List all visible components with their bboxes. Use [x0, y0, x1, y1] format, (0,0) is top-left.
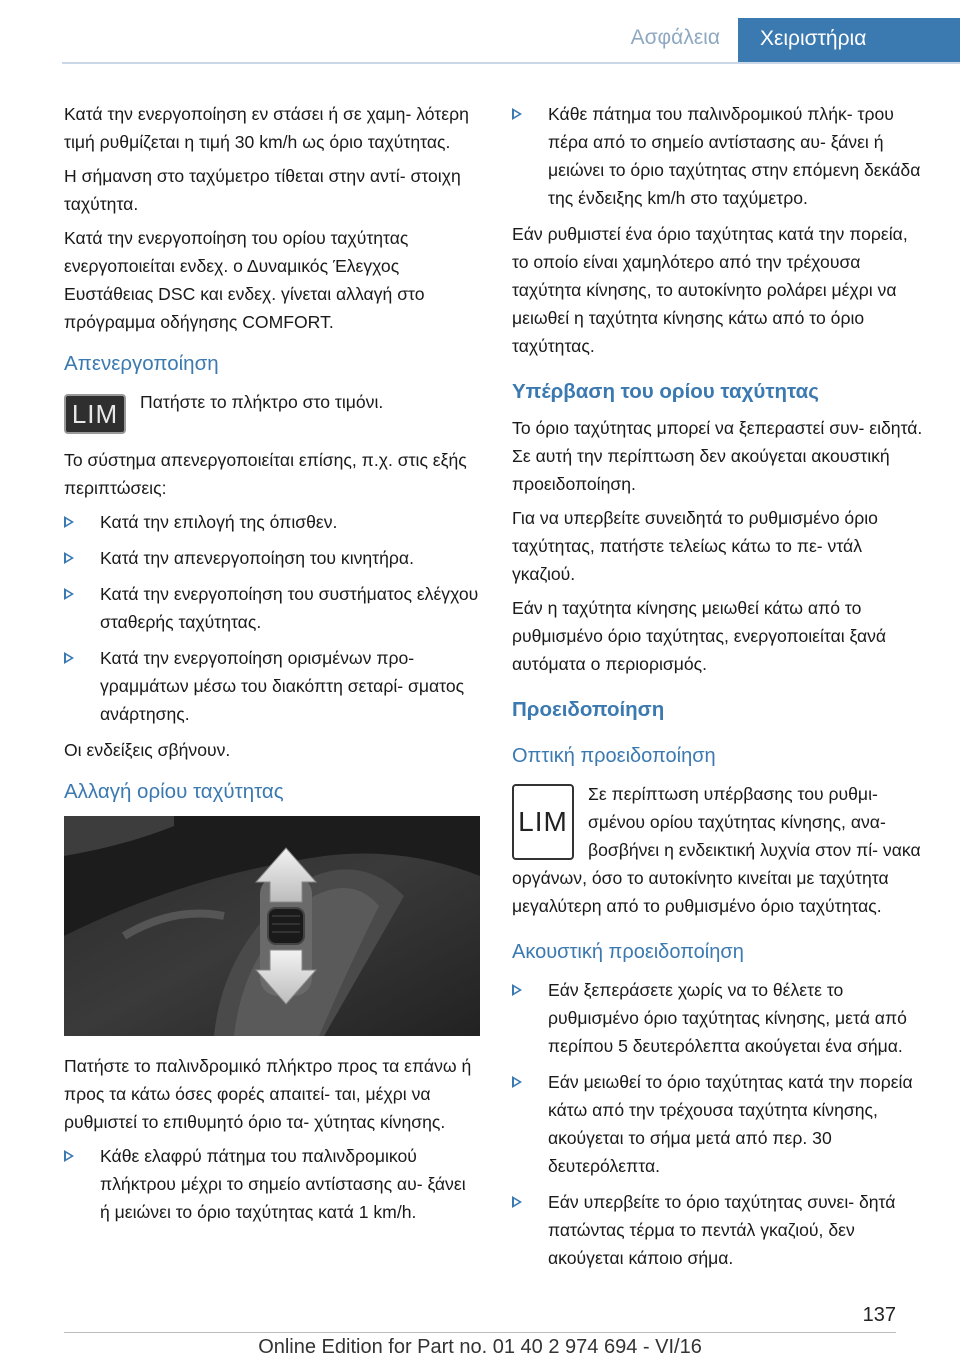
heading-warning: Προειδοποίηση	[512, 698, 665, 721]
triangle-bullet-icon	[64, 652, 74, 664]
triangle-bullet-icon	[512, 1196, 522, 1208]
list-item: Εάν μειωθεί το όριο ταχύτητας κατά την πορεία κάτω από την τρέχουσα ταχύτητα κίνησης, ακούγεται το σήμα μετά από περ. 30 δευτερόλεπτα.	[512, 1068, 928, 1180]
heading-exceed-limit: Υπέρβαση του ορίου ταχύτητας	[512, 380, 819, 403]
tab-controls[interactable]: Χειριστήρια	[738, 18, 960, 62]
paragraph: Κατά την ενεργοποίηση εν στάσει ή σε χαμη- λότερη τιμή ρυθμίζεται η τιμή 30 km/h ως όριο ταχύτητας.	[64, 104, 469, 152]
footer-rule	[64, 1332, 896, 1333]
page-number: 137	[862, 1304, 896, 1326]
heading-acoustic-warning: Ακουστική προειδοποίηση	[512, 941, 744, 963]
page-footer	[0, 1290, 960, 1362]
heading-visual-warning: Οπτική προειδοποίηση	[512, 745, 716, 767]
edition-text: Online Edition for Part no. 01 40 2 974 694 - VI/16	[258, 1336, 702, 1358]
list-item: Κατά την απενεργοποίηση του κινητήρα.	[64, 544, 480, 572]
triangle-bullet-icon	[512, 984, 522, 996]
paragraph: Κατά την ενεργοποίηση του ορίου ταχύτητας ενεργοποιείται ενδεχ. ο Δυναμικός Έλεγχος Ευστάθειας DSC και ενδεχ. γίνεται αλλαγή στο πρόγραμμα οδήγησης COMFORT.	[64, 228, 425, 332]
list-item: Κατά την ενεργοποίηση του συστήματος ελέγχου σταθερής ταχύτητας.	[64, 580, 480, 636]
adjust-list-continued	[512, 100, 928, 212]
lim-indicator-icon: LIM	[512, 784, 574, 860]
left-column	[64, 100, 480, 1234]
right-column	[512, 100, 928, 1280]
steering-wheel-rocker-photo	[64, 816, 480, 1036]
lim-button-row	[64, 388, 480, 436]
triangle-bullet-icon	[64, 516, 74, 528]
triangle-bullet-icon	[64, 552, 74, 564]
triangle-bullet-icon	[512, 1076, 522, 1088]
press-button-text: Πατήστε το πλήκτρο στο τιμόνι.	[140, 392, 384, 412]
list-item: Κατά την ενεργοποίηση ορισμένων προ- γραμμάτων μέσω του διακόπτη σεταρί- σματος ανάρτησης.	[64, 644, 480, 728]
heading-deactivation: Απενεργοποίηση	[64, 352, 219, 375]
paragraph: Το όριο ταχύτητας μπορεί να ξεπεραστεί συν- ειδητά. Σε αυτή την περίπτωση δεν ακούγεται ακουστική προειδοποίηση.	[512, 418, 923, 494]
visual-warning-text: Σε περίπτωση υπέρβασης του ρυθμι- σμένου ορίου ταχύτητας κίνησης, ανα- βοσβήνει η ενδεικτική λυχνία στον πί- νακα οργάνων, όσο το αυτοκίνητο κινείται με ταχύτητα μεγαλύτερη από το ρυθμισμένο όριο ταχύτητας.	[512, 784, 921, 916]
paragraph: Εάν ρυθμιστεί ένα όριο ταχύτητας κατά την πορεία, το οποίο είναι χαμηλότερο από την τρέχουσα ταχύτητα κίνησης, το αυτοκίνητο ρολάρει μέχρι να μειωθεί η ταχύτητα κίνησης κάτω από το όριο ταχύτητας.	[512, 224, 908, 356]
tab-safety[interactable]: Ασφάλεια	[630, 26, 720, 49]
paragraph: Εάν η ταχύτητα κίνησης μειωθεί κάτω από το ρυθμισμένο όριο ταχύτητας, ενεργοποιείται ξανά αυτόματα ο περιορισμός.	[512, 598, 887, 674]
list-item: Κάθε πάτημα του παλινδρομικού πλήκ- τρου πέρα από το σημείο αντίστασης αυ- ξάνει ή μειώνει το όριο ταχύτητας στην επόμενη δεκάδα της ένδειξης km/h στο ταχύμετρο.	[512, 100, 928, 212]
paragraph: Πατήστε το παλινδρομικό πλήκτρο προς τα επάνω ή προς τα κάτω όσες φορές απαιτεί- ται, μέχρι να ρυθμιστεί το επιθυμητό όριο τα- χύτητας κίνησης.	[64, 1056, 472, 1132]
list-item: Εάν ξεπεράσετε χωρίς να το θέλετε το ρυθμισμένο όριο ταχύτητας κίνησης, μετά από περίπου 5 δευτερόλεπτα ακούγεται ένα σήμα.	[512, 976, 928, 1060]
heading-change-limit: Αλλαγή ορίου ταχύτητας	[64, 780, 284, 803]
paragraph: Η σήμανση στο ταχύμετρο τίθεται στην αντί- στοιχη ταχύτητα.	[64, 166, 461, 214]
acoustic-list	[512, 976, 928, 1272]
lim-indicator-row	[512, 780, 928, 920]
list-item: Εάν υπερβείτε το όριο ταχύτητας συνει- δητά πατώντας τέρμα το πεντάλ γκαζιού, δεν ακούγεται κάποιο σήμα.	[512, 1188, 928, 1272]
paragraph: Για να υπερβείτε συνειδητά το ρυθμισμένο όριο ταχύτητας, πατήστε τελείως κάτω το πε- ντάλ γκαζιού.	[512, 508, 878, 584]
adjust-list	[64, 1142, 480, 1226]
list-item: Κάθε ελαφρύ πάτημα του παλινδρομικού πλήκτρου μέχρι το σημείο αντίστασης αυ- ξάνει ή μειώνει το όριο ταχύτητας κατά 1 km/h.	[64, 1142, 480, 1226]
page-header	[0, 0, 960, 62]
lim-button-icon: LIM	[64, 394, 126, 434]
triangle-bullet-icon	[64, 588, 74, 600]
list-item: Κατά την επιλογή της όπισθεν.	[64, 508, 480, 536]
deactivation-list	[64, 508, 480, 728]
triangle-bullet-icon	[64, 1150, 74, 1162]
header-rule	[62, 62, 960, 64]
paragraph: Οι ενδείξεις σβήνουν.	[64, 740, 231, 760]
triangle-bullet-icon	[512, 108, 522, 120]
paragraph: Το σύστημα απενεργοποιείται επίσης, π.χ. στις εξής περιπτώσεις:	[64, 450, 467, 498]
